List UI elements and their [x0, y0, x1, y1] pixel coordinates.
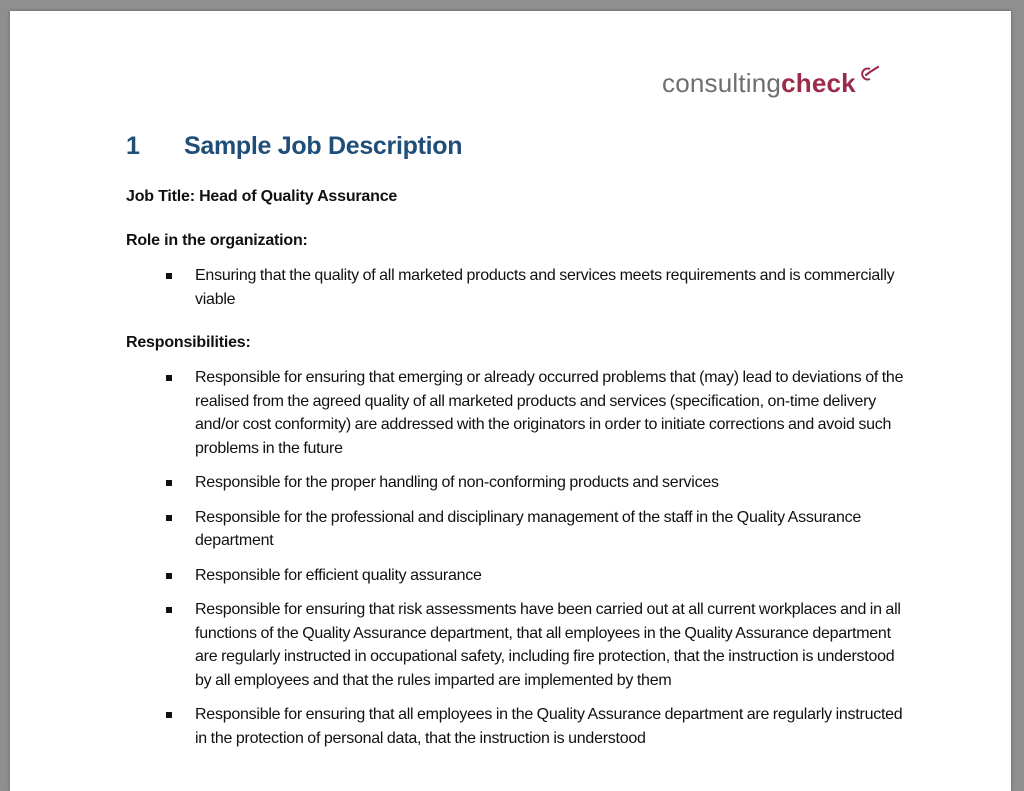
list-item-text: Responsible for efficient quality assurance: [195, 566, 482, 584]
list-item-text: Responsible for the professional and disciplinary management of the staff in the Quality Assurance department: [195, 508, 861, 549]
list-item: [126, 471, 906, 495]
list-item: [126, 366, 906, 460]
bullet-icon: [166, 573, 172, 579]
bullet-icon: [166, 480, 172, 486]
company-logo: [662, 68, 878, 99]
role-list: [126, 264, 906, 322]
list-item: [126, 564, 906, 588]
document-page: [10, 11, 1011, 791]
section-number: 1: [126, 132, 140, 160]
bullet-icon: [166, 375, 172, 381]
logo-text-check: check: [781, 68, 856, 98]
logo-text-consulting: consulting: [662, 68, 782, 98]
list-item-text: Ensuring that the quality of all marketed products and services meets requirements and is commercially viable: [195, 267, 895, 308]
list-item-text: Responsible for ensuring that emerging or already occurred problems that (may) lead to deviations of the realised from the agreed quality of all marketed products and services (specification, on-time delivery and/or cost conformity) are addressed with the originators in order to initiate corrections and avoid such problems in the future: [195, 369, 904, 457]
list-item-text: Responsible for ensuring that risk assessments have been carried out at all current workplaces and in all functions of the Quality Assurance department, that all employees in the Quality Assurance department are regularly instructed in occupational safety, including fire protection, that the instruction is understood by all employees and that the rules imparted are implemented by them: [195, 601, 901, 689]
check-mark-icon: [859, 58, 881, 74]
list-item-text: Responsible for ensuring that all employees in the Quality Assurance department are regularly instructed in the protection of personal data, that the instruction is understood: [195, 706, 903, 747]
job-title: Job Title: Head of Quality Assurance: [126, 188, 398, 205]
list-item: [126, 703, 906, 750]
bullet-icon: [166, 607, 172, 613]
list-item: [126, 506, 906, 553]
list-item: [126, 598, 906, 692]
bullet-icon: [166, 515, 172, 521]
bullet-icon: [166, 712, 172, 718]
role-label: Role in the organization:: [126, 232, 308, 249]
list-item: [126, 264, 906, 311]
responsibilities-list: [126, 366, 906, 761]
responsibilities-label: Responsibilities:: [126, 334, 251, 351]
section-heading: [126, 132, 462, 161]
section-title: Sample Job Description: [184, 132, 463, 160]
bullet-icon: [166, 273, 172, 279]
list-item-text: Responsible for the proper handling of non-conforming products and services: [195, 474, 719, 491]
